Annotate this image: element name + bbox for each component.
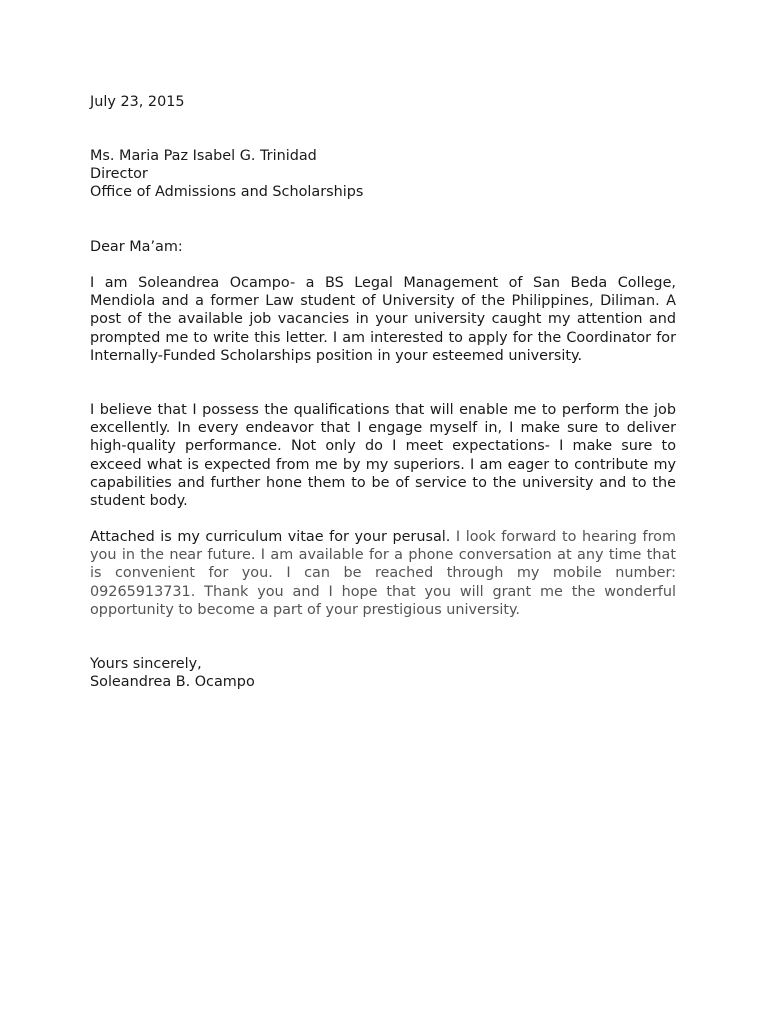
salutation: [90, 238, 676, 256]
signature-name: Soleandrea B. Ocampo: [90, 674, 255, 691]
recipient-block: [90, 147, 676, 202]
closing-text: Yours sincerely,: [90, 656, 202, 672]
salutation-text: Dear Ma’am:: [90, 239, 183, 255]
letter-date: [90, 93, 676, 111]
date-text: July 23, 2015: [90, 94, 185, 110]
body-paragraph-2: I believe that I possess the qualifications that will enable me to perform the job excellently. In every endeavor that I engage myself in, I make sure to deliver high-quality performance. Not only do I meet expectations- I make sure to exceed what is expected from me by my superiors. I am eager to contribute my capabilities and further hone them to be of service to the university and to the student body.: [90, 402, 676, 510]
recipient-title: Director: [90, 166, 148, 183]
body-paragraph-3: [90, 528, 676, 619]
paragraph-3-lead: Attached is my curriculum vitae for your perusal.: [90, 529, 451, 545]
recipient-office: Office of Admissions and Scholarships: [90, 184, 364, 201]
closing-block: [90, 655, 676, 691]
recipient-name: Ms. Maria Paz Isabel G. Trinidad: [90, 148, 317, 164]
body-paragraph-1: I am Soleandrea Ocampo- a BS Legal Management of San Beda College, Mendiola and a former Law student of University of the Philippines, Diliman. A post of the available job vacancies in your university caught my attention and prompted me to write this letter. I am interested to apply for the Coordinator for Internally-Funded Scholarships position in your esteemed university.: [90, 275, 676, 364]
paragraph-3-rest: I look forward to hearing from you in the near future. I am available for a phone conversation at any time that is convenient for you. I can be reached through my mobile number: 09265913731. Thank you and I hope that you will grant me the wonderful opportunity to become a part of your prestigious university.: [90, 529, 676, 618]
